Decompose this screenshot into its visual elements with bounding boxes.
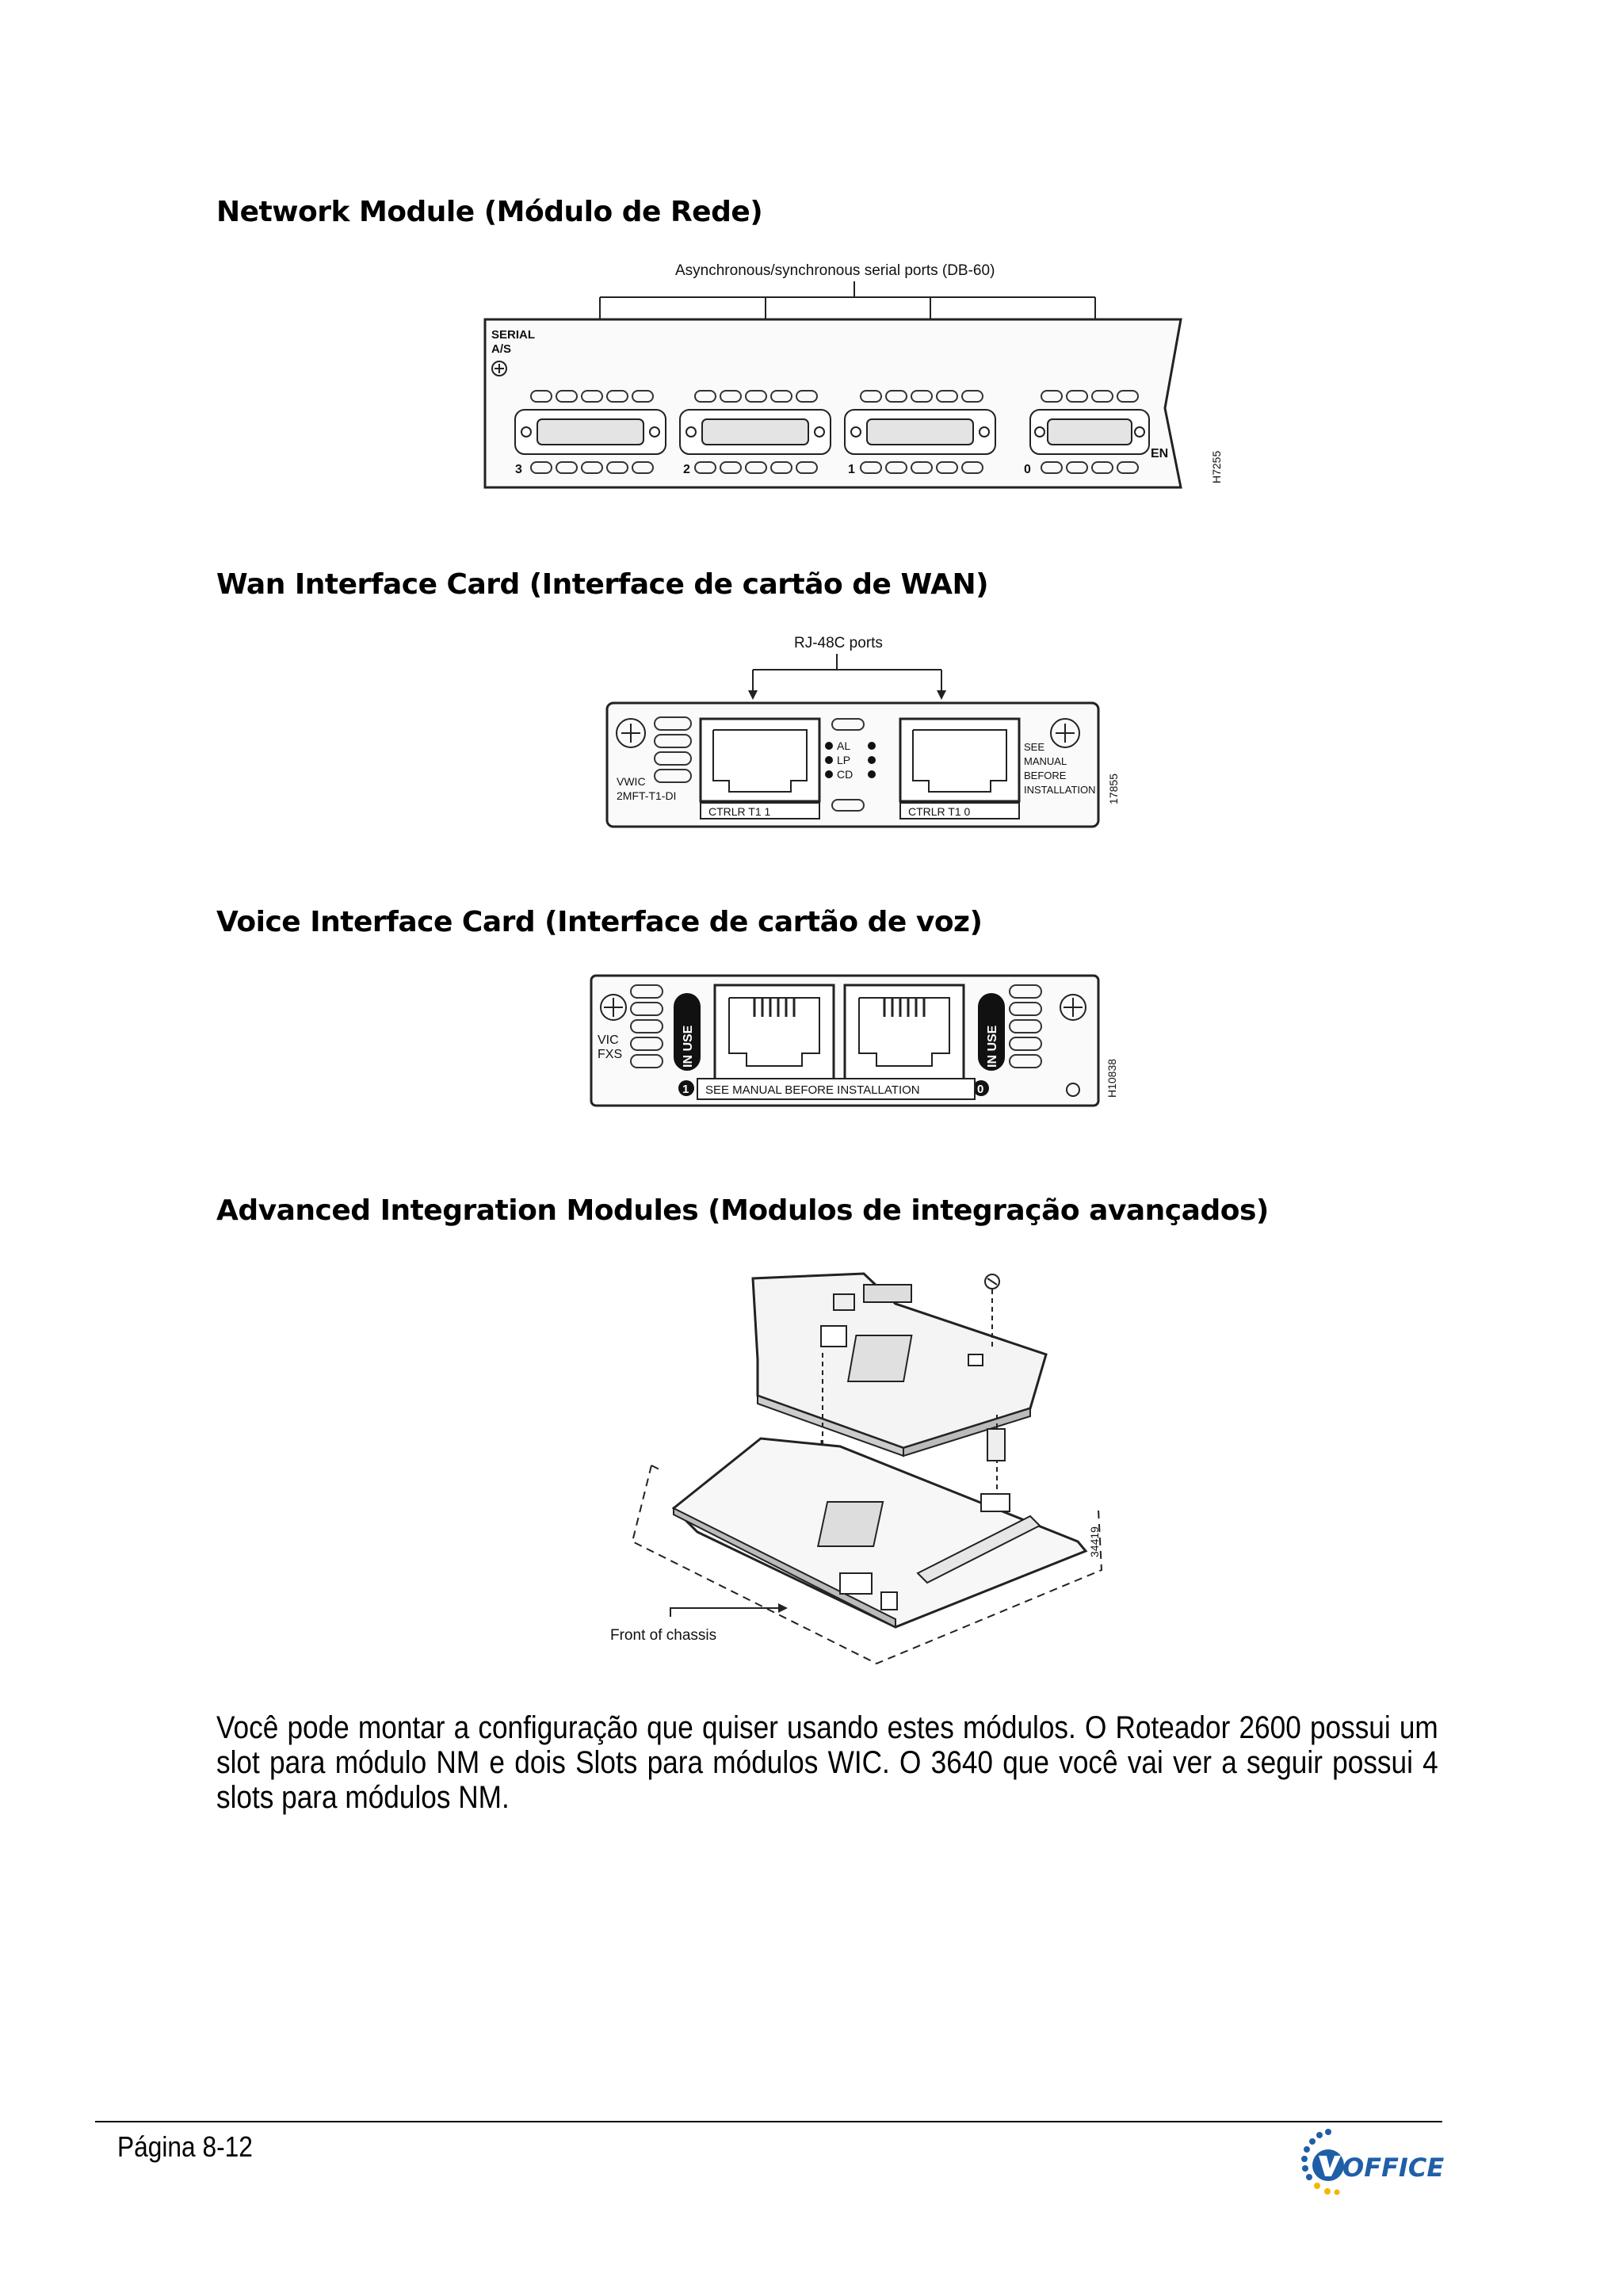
rj48c-port-1 xyxy=(701,719,819,801)
wan-callout: RJ-48C ports xyxy=(794,635,883,651)
aim-main-chip xyxy=(818,1502,883,1546)
led-al-left xyxy=(825,742,833,750)
voice-card-figure xyxy=(586,971,1125,1114)
vic-port-num-0: 0 xyxy=(977,1083,984,1096)
nm-label-as: A/S xyxy=(491,342,512,356)
wan-card-figure xyxy=(602,630,1125,836)
wan-port-label-0: CTRLR T1 0 xyxy=(908,805,971,818)
aim-front-label: Front of chassis xyxy=(610,1627,717,1644)
wan-port-label-1: CTRLR T1 1 xyxy=(708,805,771,818)
in-use-label-right: IN USE xyxy=(986,1025,999,1068)
in-use-label-left: IN USE xyxy=(682,1025,695,1068)
aim-chip-large xyxy=(848,1335,911,1381)
nm-en-label: EN xyxy=(1151,447,1169,460)
db60-port-1 xyxy=(845,410,995,454)
body-paragraph: Você pode montar a configuração que quiser usando estes módulos. O Roteador 2600 possui um slot para módulo NM e dois Slots para módulos WIC. O 3640 que você vai ver a seguir possui 4 slots para módulos NM. xyxy=(216,1710,1438,1815)
nm-figure-id: H7255 xyxy=(1210,450,1223,483)
aim-figure-id: 34419 xyxy=(1088,1526,1101,1557)
nm-port-num-1: 1 xyxy=(848,463,855,476)
led-label-cd: CD xyxy=(837,768,854,781)
office-logo xyxy=(1282,2124,1457,2211)
network-module-figure xyxy=(475,258,1236,495)
wan-manual: MANUAL xyxy=(1024,755,1067,767)
vic-figure-id: H10838 xyxy=(1106,1058,1118,1098)
wan-see: SEE xyxy=(1024,741,1045,753)
vic-model-1: VIC xyxy=(598,1033,619,1047)
aim-standoff-right xyxy=(987,1429,1005,1461)
wan-before: BEFORE xyxy=(1024,770,1067,781)
nm-callout: Asynchronous/synchronous serial ports (DB-60) xyxy=(675,262,995,279)
led-label-al: AL xyxy=(837,739,851,752)
led-label-lp: LP xyxy=(837,754,851,766)
rj48c-port-0 xyxy=(900,719,1019,801)
db60-port-3 xyxy=(515,410,666,454)
heading-voice-card: Voice Interface Card (Interface de cartão de voz) xyxy=(216,906,983,938)
heading-aim: Advanced Integration Modules (Modulos de integração avançados) xyxy=(216,1194,1269,1227)
nm-label-serial: SERIAL xyxy=(491,328,536,342)
footer-divider xyxy=(95,2121,1442,2122)
rj11-port-1 xyxy=(715,985,834,1080)
led-al-right xyxy=(868,742,876,750)
nm-port-num-2: 2 xyxy=(683,463,690,476)
rj11-port-0 xyxy=(845,985,964,1080)
heading-wan-card: Wan Interface Card (Interface de cartão de WAN) xyxy=(216,568,989,601)
db60-port-2 xyxy=(680,410,831,454)
wan-figure-id: 17855 xyxy=(1107,774,1120,804)
aim-figure xyxy=(602,1256,1109,1676)
wan-installation: INSTALLATION xyxy=(1024,784,1096,796)
nm-port-num-0: 0 xyxy=(1024,463,1031,476)
wan-model-1: VWIC xyxy=(617,775,646,788)
wan-model-2: 2MFT-T1-DI xyxy=(617,789,677,802)
heading-network-module: Network Module (Módulo de Rede) xyxy=(216,196,763,228)
vic-port-num-1: 1 xyxy=(682,1083,689,1096)
logo-text: OFFICE xyxy=(1342,2153,1445,2183)
db60-port-0 xyxy=(1030,410,1149,454)
nm-port-num-3: 3 xyxy=(515,463,522,476)
page-number: Página 8-12 xyxy=(117,2130,253,2163)
vic-model-2: FXS xyxy=(598,1048,623,1061)
vic-notice: SEE MANUAL BEFORE INSTALLATION xyxy=(705,1083,920,1097)
